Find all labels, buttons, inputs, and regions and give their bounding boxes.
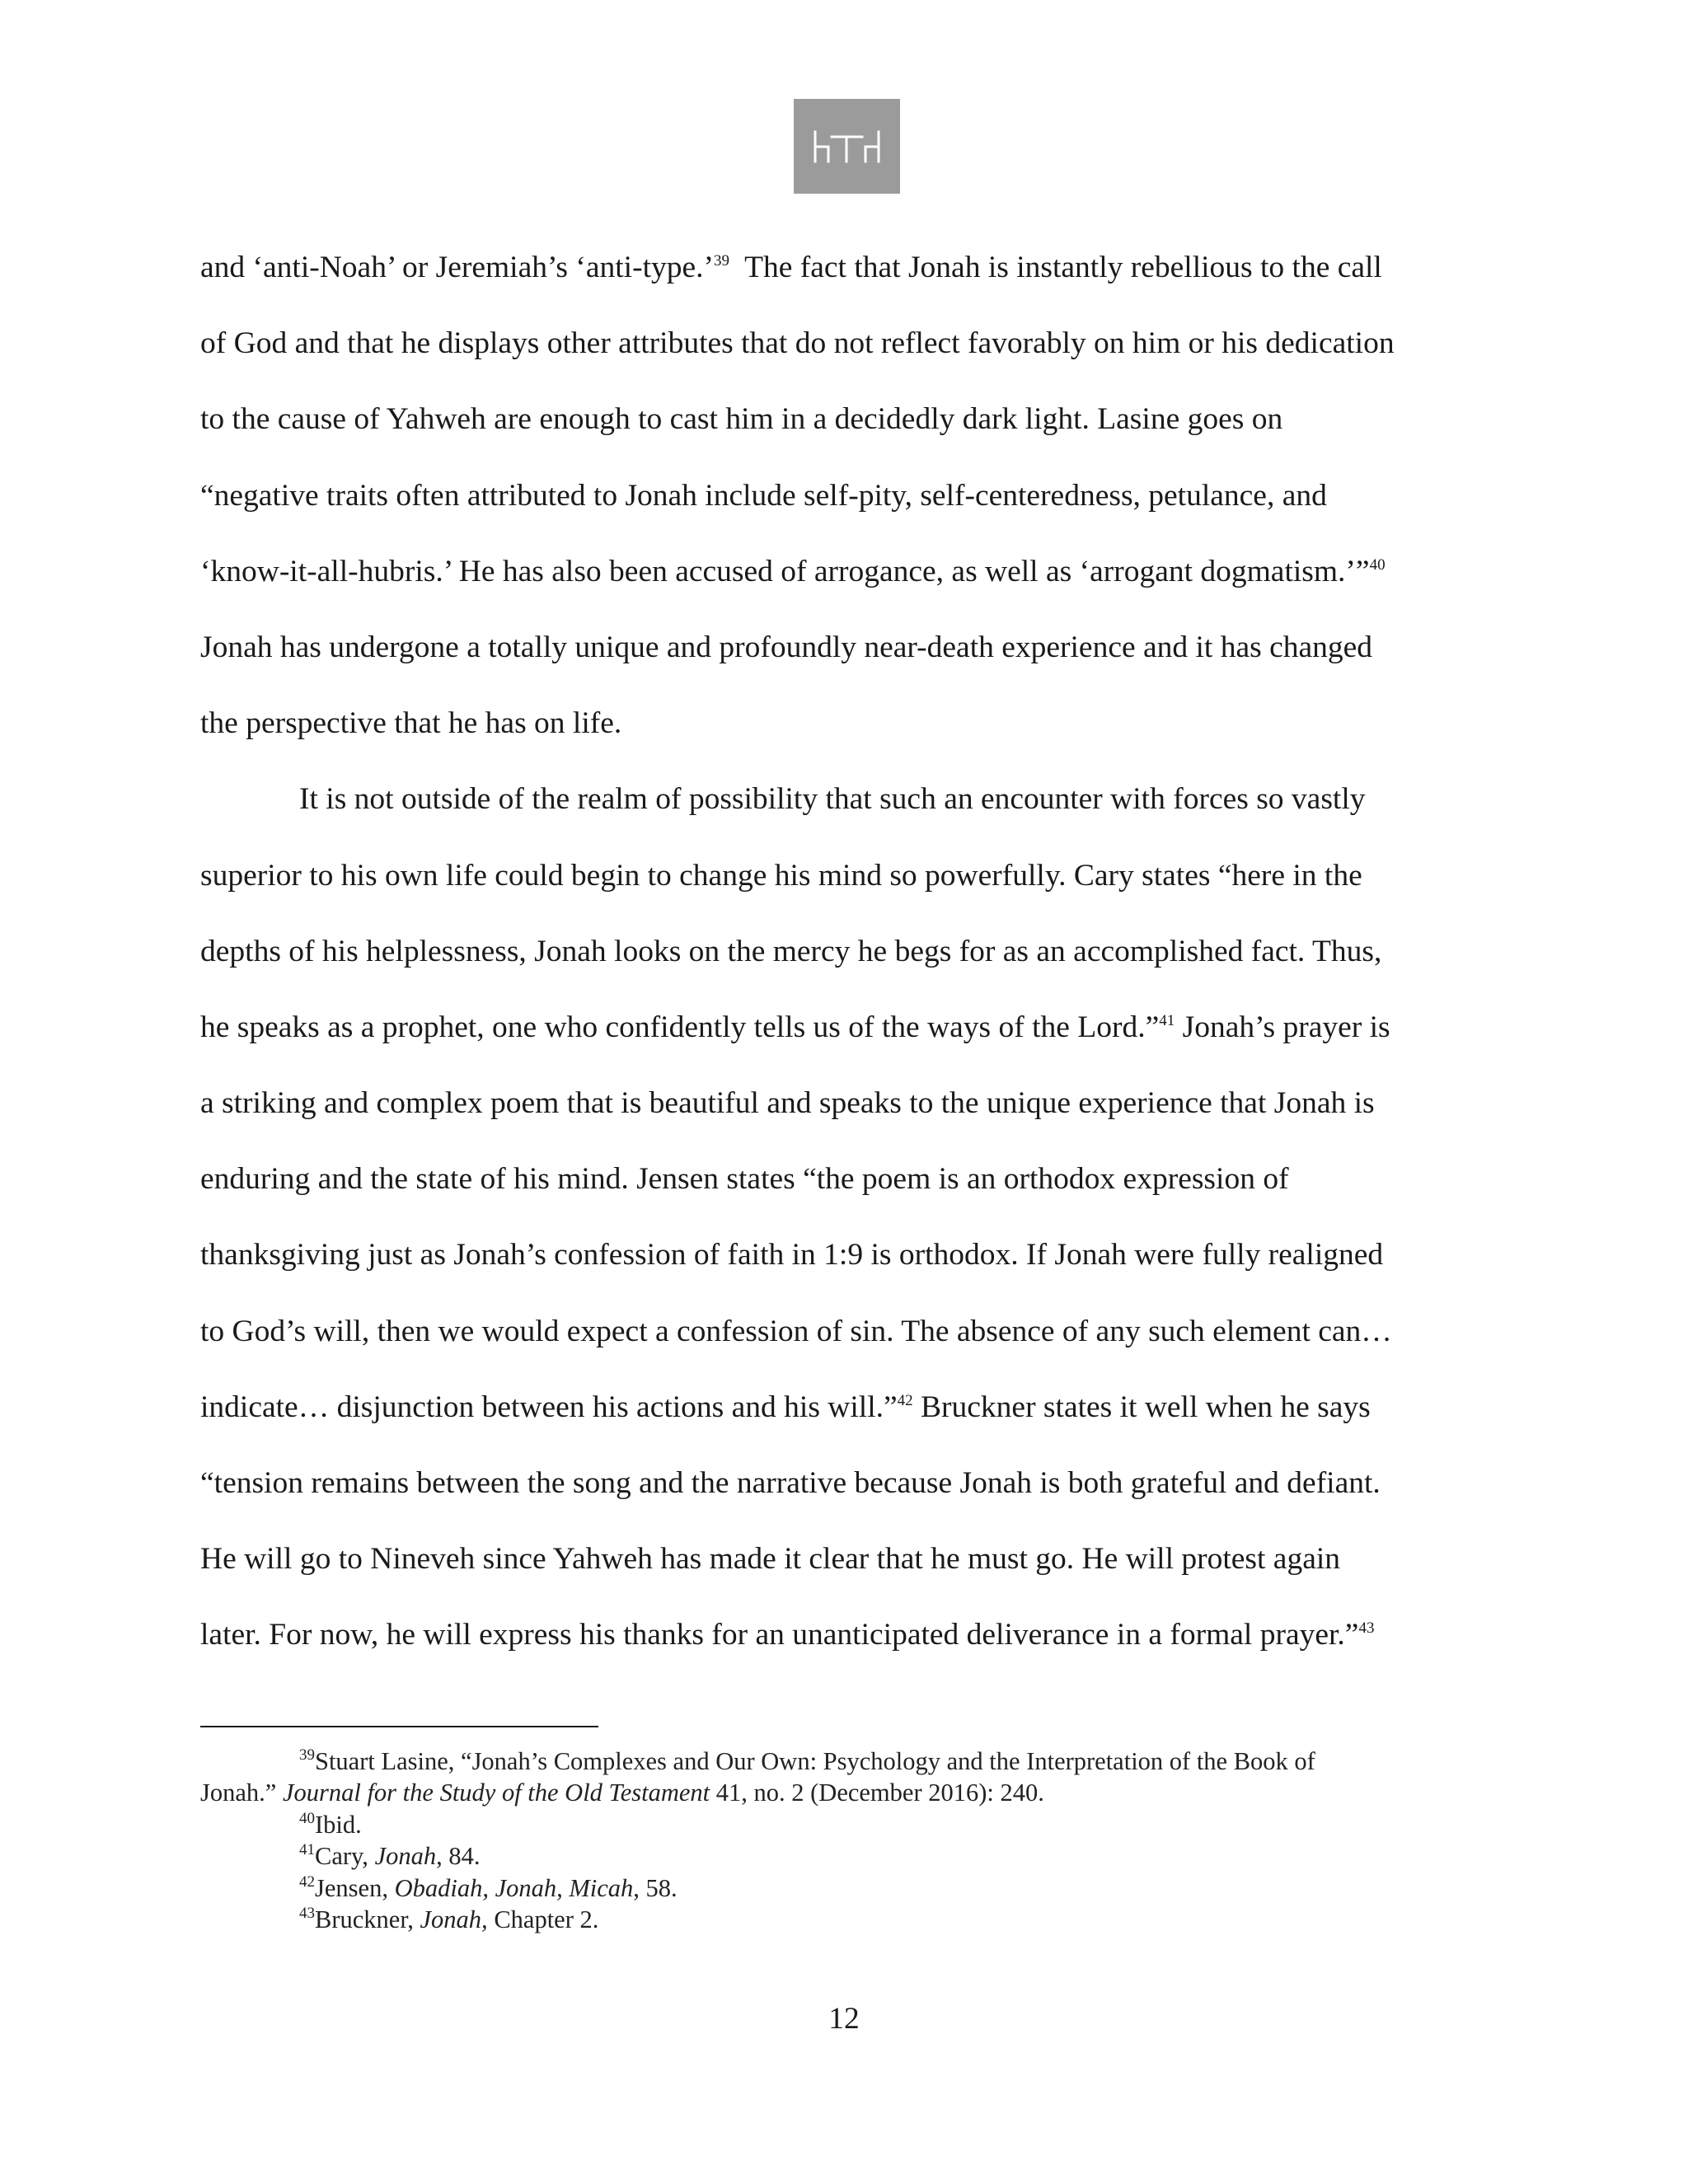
footnote-text: Jensen, [315, 1873, 395, 1902]
body-line-text: superior to his own life could begin to change his mind so powerfully. Cary states “here in the [200, 858, 1362, 893]
body-line-text: ‘know-it-all-hubris.’ He has also been accused of arrogance, as well as ‘arrogant dogmatism.’” [200, 554, 1370, 588]
footnote-line [200, 1840, 1486, 1872]
body-text [200, 230, 1486, 1674]
footnotes [200, 1746, 1486, 1935]
body-line-text: “tension remains between the song and the narrative because Jonah is both grateful and defiant. [200, 1466, 1381, 1500]
footnote-line [200, 1809, 1486, 1840]
body-line-text: later. For now, he will express his thanks for an unanticipated deliverance in a formal prayer.” [200, 1618, 1359, 1652]
footnote-text: 41, no. 2 (December 2016): 240. [710, 1779, 1044, 1807]
footnote-title: Journal for the Study of the Old Testament [282, 1779, 710, 1807]
body-line [200, 230, 1486, 306]
body-line [200, 1217, 1486, 1293]
body-line-text: enduring and the state of his mind. Jensen states “the poem is an orthodox expression of [200, 1162, 1289, 1197]
body-line-text: indicate… disjunction between his actions and his will.” [200, 1390, 898, 1424]
body-line-text: depths of his helplessness, Jonah looks on the mercy he begs for as an accomplished fact. Thus, [200, 934, 1382, 968]
body-line [200, 686, 1486, 762]
footnote-reference: 42 [897, 1391, 913, 1409]
body-line-text: Jonah has undergone a totally unique and profoundly near-death experience and it has changed [200, 630, 1373, 664]
footnote-number: 43 [299, 1905, 315, 1923]
footnote-line [200, 1777, 1486, 1808]
body-line-text: “negative traits often attributed to Jonah include self-pity, self-centeredness, petulance, and [200, 478, 1327, 513]
footnote-text: Jonah.” [200, 1779, 283, 1807]
footnote-line [200, 1746, 1486, 1777]
footnote-number: 42 [299, 1872, 315, 1891]
footnote-text: Cary, [315, 1842, 375, 1871]
body-line [200, 1066, 1486, 1141]
body-line-text: a striking and complex poem that is beautiful and speaks to the unique experience that Jonah is [200, 1086, 1375, 1121]
footnote-text: , 58. [633, 1873, 678, 1902]
footnote-text: Bruckner, [315, 1905, 420, 1934]
body-line-text: to the cause of Yahweh are enough to cast him in a decidedly dark light. Lasine goes on [200, 402, 1283, 437]
body-line [200, 1597, 1486, 1673]
header-logo [794, 99, 900, 194]
body-line-text: of God and that he displays other attributes that do not reflect favorably on him or his dedication [200, 326, 1395, 361]
body-line [200, 762, 1486, 837]
body-line-text: Bruckner states it well when he says [912, 1390, 1371, 1424]
body-line [200, 382, 1486, 457]
body-line [200, 838, 1486, 914]
footnote-line [200, 1872, 1486, 1904]
body-line-text: thanksgiving just as Jonah’s confession of faith in 1:9 is orthodox. If Jonah were fully realigned [200, 1238, 1384, 1272]
body-line-text: Jonah’s prayer is [1175, 1010, 1390, 1044]
body-line [200, 990, 1486, 1066]
footnote-number: 41 [299, 1841, 315, 1859]
body-line-text: and ‘anti-Noah’ or Jeremiah’s ‘anti-type.’ [200, 251, 715, 284]
footnote-text: Chapter 2. [487, 1905, 599, 1934]
footnote-text: Ibid. [315, 1810, 362, 1839]
body-line [200, 1370, 1486, 1446]
footnote-reference: 39 [714, 252, 730, 269]
footnote-text: Stuart Lasine, “Jonah’s Complexes and Our Own: Psychology and the Interpretation of the Book of [315, 1747, 1315, 1775]
body-line-text: to God’s will, then we would expect a confession of sin. The absence of any such element can… [200, 1314, 1392, 1348]
footnote-reference: 43 [1358, 1619, 1375, 1638]
body-line-text: The fact that Jonah is instantly rebellious to the call [729, 251, 1382, 284]
body-line [200, 534, 1486, 610]
body-line [200, 306, 1486, 382]
footnote-title: Jonah, [420, 1905, 488, 1934]
body-line-text: the perspective that he has on life. [200, 706, 622, 741]
footnote-reference: 41 [1159, 1011, 1175, 1029]
body-line-text: he speaks as a prophet, one who confidently tells us of the ways of the Lord.” [200, 1010, 1160, 1044]
body-line [200, 1521, 1486, 1597]
body-line-text: It is not outside of the realm of possibility that such an encounter with forces so vastly [299, 782, 1366, 817]
footnote-title: Jonah [374, 1842, 437, 1871]
body-line [200, 914, 1486, 990]
body-line [200, 458, 1486, 534]
body-line-text: He will go to Nineveh since Yahweh has made it clear that he must go. He will protest again [200, 1542, 1341, 1577]
footnote-divider [200, 1726, 598, 1727]
table-and-chairs-logo-icon [794, 99, 900, 194]
footnote-number: 39 [299, 1746, 315, 1764]
body-line [200, 1141, 1486, 1217]
body-line [200, 1294, 1486, 1370]
footnote-text: , 84. [436, 1842, 481, 1871]
footnote-number: 40 [299, 1809, 315, 1827]
footnote-line [200, 1904, 1486, 1935]
body-line [200, 610, 1486, 686]
page-number: 12 [828, 2002, 860, 2036]
body-line [200, 1446, 1486, 1521]
footnote-reference: 40 [1369, 555, 1386, 574]
footnote-title: Obadiah, Jonah, Micah [394, 1873, 634, 1902]
